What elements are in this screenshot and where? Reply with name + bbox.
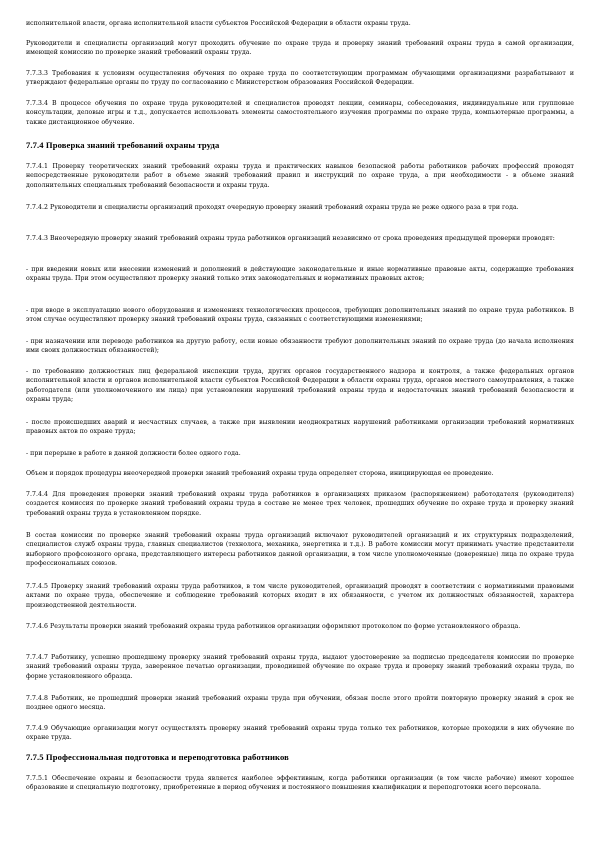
paragraph-training-in-organization: Руководители и специалисты организаций могут проходить обучение по охране труда и проверку знаний требований охраны труда в самой организации, имеющей комиссию по проверке знаний требований охраны труда. [26,40,574,57]
list-item-after-accidents: - после происшедших аварий и несчастных случаев, а также при выявлении неоднократных нарушений работниками организации требований нормативных правовых актов по охране труда; [26,419,574,436]
paragraph-continuation: исполнительной власти, органа исполнительной власти субъектов Российской Федерации в области охраны труда. [26,20,411,27]
list-item-inspection-request: - по требованию должностных лиц федеральной инспекции труда, других органов государственного надзора и контроля, а также федеральных органов исполнительной власти и органов исполнительной власти субъектов Российской Федерации в области охраны труда, органов местного самоуправления, а также работодателя (или уполномоченного им лица) при установлении нарушений требований охраны труда и недостаточных знаний требований безопасности и охраны труда; [26,368,574,404]
list-item-new-acts: - при введении новых или внесении изменений и дополнений в действующие законодательные и иные нормативные правовые акты, содержащие требования охраны труда. При этом осуществляют проверку знаний только этих законодательных и нормативных правовых актов; [26,266,574,283]
paragraph-7-7-4-1: 7.7.4.1 Проверку теоретических знаний требований охраны труда и практических навыков безопасной работы работников рабочих профессий проводят непосредственные руководители работ в объеме знаний требований правил и инструкций по охране труда, а при необходимости - в объеме знаний дополнительных специальных требований безопасности и охраны труда. [26,163,574,189]
paragraph-commission-members: В состав комиссии по проверке знаний требований охраны труда организаций включают руководителей организаций и их структурных подразделений, специалистов служб охраны труда, главных специалистов (технолога, механика, энергетика и т.д.). В работе комиссии могут принимать участие представители выборного профсоюзного органа, представляющего интересы работников данной организации, в том числе уполномоченные (доверенные) лица по охране труда профессиональных союзов. [26,532,574,568]
paragraph-7-7-4-9: 7.7.4.9 Обучающие организации могут осуществлять проверку знаний требований охраны труда только тех работников, которые проходили в них обучение по охране труда. [26,725,574,742]
paragraph-7-7-4-4: 7.7.4.4 Для проведения проверки знаний требований охраны труда работников в организациях приказом (распоряжением) работодателя (руководителя) создается комиссия по проверке знаний требований охраны труда в составе не менее трех человек, прошедших обучение по охране труда и проверку знаний требований охраны труда в установленном порядке. [26,491,574,517]
section-heading-7-7-5: 7.7.5 Профессиональная подготовка и переподготовка работников [26,752,289,762]
paragraph-7-7-4-5: 7.7.4.5 Проверку знаний требований охраны труда работников, в том числе руководителей, организаций проводят в соответствии с нормативными правовыми актами по охране труда, обеспечение и соблюдение требований которых входит в их обязанности, с учетом их должностных обязанностей, характера производственной деятельности. [26,583,574,609]
paragraph-7-7-4-8: 7.7.4.8 Работник, не прошедший проверки знаний требований охраны труда при обучении, обязан после этого пройти повторную проверку знаний в срок не позднее одного месяца. [26,695,574,712]
paragraph-7-7-4-7: 7.7.4.7 Работнику, успешно прошедшему проверку знаний требований охраны труда, выдают удостоверение за подписью председателя комиссии по проверке знаний требований охраны труда, заверенное печатью организации, проводившей обучение по охране труда и проверку знаний требований охраны труда, по форме установленного образца. [26,654,574,680]
paragraph-7-7-4-6: 7.7.4.6 Результаты проверки знаний требований охраны труда работников организации оформляют протоколом по форме установленного образца. [26,623,521,630]
list-item-work-break: - при перерыве в работе в данной должности более одного года. [26,450,241,457]
paragraph-7-7-3-4: 7.7.3.4 В процессе обучения по охране труда руководителей и специалистов проводят лекции, семинары, собеседования, индивидуальные или групповые консультации, деловые игры и т.д., допускается использовать элементы самостоятельного изучения программы по охране труда, компьютерные программы, а также дистанционное обучение. [26,100,574,126]
section-heading-7-7-4: 7.7.4 Проверка знаний требований охраны труда [26,140,220,150]
paragraph-7-7-4-2: 7.7.4.2 Руководители и специалисты организаций проходят очередную проверку знаний требований охраны труда не реже одного раза в три года. [26,204,519,211]
paragraph-7-7-5-1: 7.7.5.1 Обеспечение охраны и безопасности труда является наиболее эффективным, когда работники организации (в том числе рабочие) имеют хорошее образование и специальную подготовку, приобретенные в период обучения и постоянного повышения квалификации и переподготовки всего персонала. [26,775,574,792]
paragraph-7-7-3-3: 7.7.3.3 Требования к условиям осуществления обучения по охране труда по соответствующим программам обучающими организациями разрабатывают и утверждают федеральные органы по труду по согласованию с Министерством образования Российской Федерации. [26,70,574,87]
paragraph-7-7-4-3: 7.7.4.3 Внеочередную проверку знаний требований охраны труда работников организаций независимо от срока проведения предыдущей проверки проводят: [26,235,555,242]
list-item-new-equipment: - при вводе в эксплуатацию нового оборудования и изменениях технологических процессов, требующих дополнительных знаний по охране труда работников. В этом случае осуществляют проверку знаний требований охраны труда, связанных с соответствующими изменениями; [26,307,574,324]
list-item-transfer: - при назначении или переводе работников на другую работу, если новые обязанности требуют дополнительных знаний по охране труда (до начала исполнения ими своих должностных обязанностей); [26,338,574,355]
paragraph-extraordinary-scope: Объем и порядок процедуры внеочередной проверки знаний требований охраны труда определяет сторона, инициирующая ее проведение. [26,470,494,477]
